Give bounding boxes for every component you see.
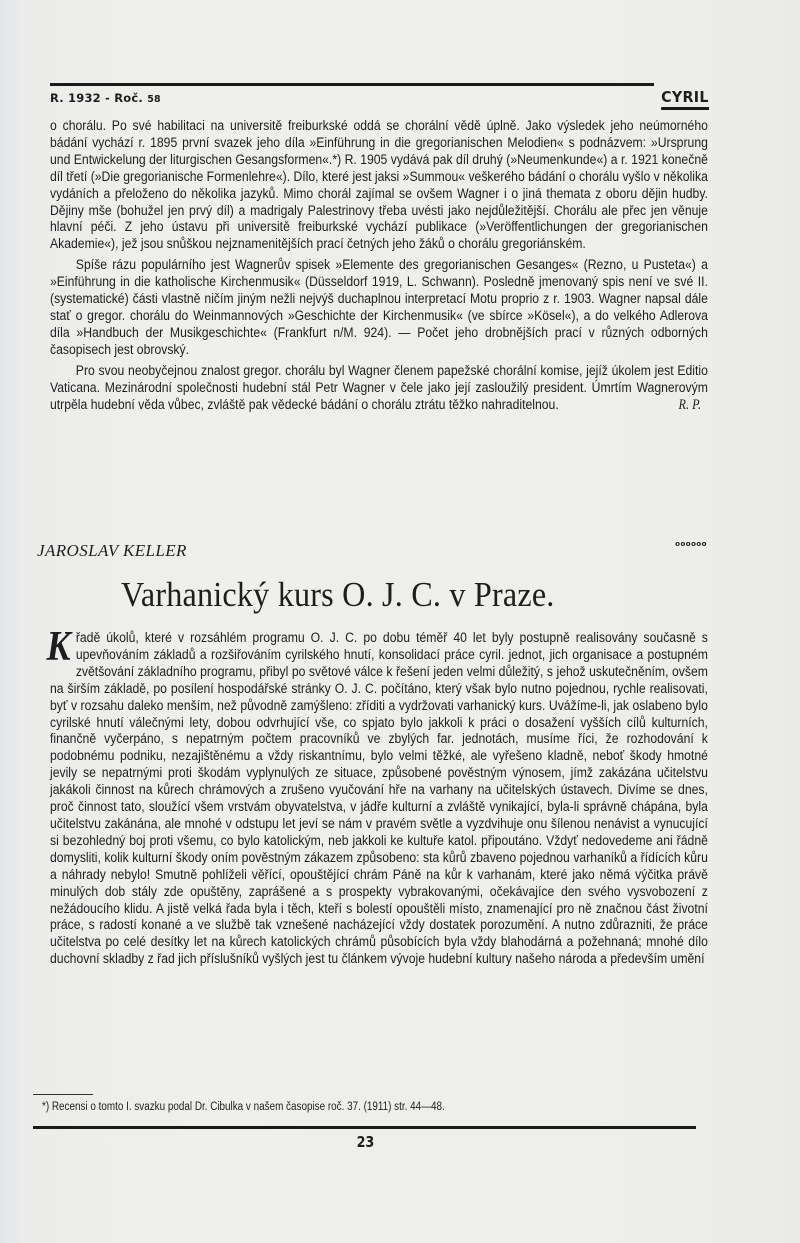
paragraph: o chorálu. Po své habilitaci na universitě freiburkské oddá se chorální vědě úplně. Jako výsledek jeho neúmorného bádání vychází r. 1895 první svazek jeho díla »Einführung in die gregorianischen Melodien« s podnázvem: »Ursprung und Entwickelung der liturgischen Gesangsformen«.*) R. 1905 vydává pak díl druhý (»Neumenkunde«) a r. 1921 konečně díl třetí (»Die gregorianische Formenlehre«). Dílo, které jest jaksi »Summou« veškerého bádání o chorálu vyšlo v několika vydáních a přeloženo do několika jazyků. Mimo chorál zajímal se ovšem Wagner i o jiná themata z oboru dějin hudby. Dějiny mše (bohužel jen prvý díl) a madrigaly Palestrinovy třeba uvésti jako nejdůležitější. Chorálu ale přec jen věnuje hlavní péči. Z jeho ústavu při universitě freiburkské vychází publikace (»Veröffentlichungen der gregorianischen Akademie«), jež jsou snůškou nejznamenitějších prací četných jeho žáků o chorálu gregoriánském. [50, 118, 708, 253]
footnote-rule [33, 1094, 93, 1095]
year-label: R. 1932 - Roč. [50, 91, 148, 105]
obituary-section [50, 118, 708, 413]
paragraph [50, 363, 708, 414]
footer-rule [33, 1126, 696, 1129]
article-author: JAROSLAV KELLER [37, 541, 187, 560]
running-header [33, 80, 709, 110]
issue-label [50, 91, 161, 105]
paragraph-text: Pro svou neobyčejnou znalost gregor. chorálu byl Wagner členem papežské chorální komise, jejíž úkolem jest Editio Vaticana. Mezinárodní společnosti hudební stál Petr Wagner v čele jako její zasloužilý president. Úmrtím Wagnerovým utrpěla hudební věda vůbec, zvláště pak vědecké bádání o chorálu ztrátu těžko nahraditelnou. [50, 362, 708, 413]
paragraph-text: řadě úkolů, které v rozsáhlém programu O. J. C. po dobu téměř 40 let byly postupně realisovány současně s upevňováním základů a rozšiřováním cyrilského hnutí, konsolidací práce cyril. jednot, jich organisace a postupném zvětšování základního programu, přibyl po světové válce k řešení jeden velmi důležitý, s jehož uskutečněním, ovšem na širším základě, po posílení hospodářské stránky O. J. C. počítáno, který však bylo nutno pojednou, rychle realisovati, byť v rozsahu daleko menším, než původně zamýšleno: zříditi a vydržovati varhanický kurs. Uvážíme-li, jak oslabeno bylo cyrilské hnutí válečnými lety, dobou odvrhující vše, co spjato bylo jakkoli k práci o dosažení vyšších cílů kulturních, finančně vyčerpáno, s nepatrným počtem pracovníků ve zbylých far. jednotách, musíme říci, že rozhodování k podobnému podniku, nezajištěnému a vždy riskantnímu, bylo velmi těžké, ale vyřešeno kladně, neboť škody hmotné jevily se nepatrnými proti škodám vyplynulých ze situace, způsobené pověstným výnosem, jímž zakázána učitelstvu jakákoli činnost na kůrech chrámových a zrušeno vyučování hře na varhany na učitelských ústavech. Divíme se dnes, proč činnost tato, sloužící všem vrstvám obyvatelstva, v jádře kulturní a zvláště vynikající, byla-li správně chápána, byla učitelstvu zakánána, ale mnohé v odstupu let jeví se nám v pravém světle a vyzdvihuje onu šílenou nenávist a vynucující si bezohledný boj proti všemu, co bylo katolickým, neb jakkoli ke kultuře katol. připoutáno. Vždyť nedovedeme ani řádně domysliti, kolik kulturní škody oním pověstným zákazem způsobeno: sta kůrů zbaveno pojednou varhaníků a řídících kůru a náhrady nebylo! Smutně pohlíželi věřící, opouštějící chrám Páně na kůr k varhanám, které jako němá výčitka právě minulých dob stály zde opuštěny, zaprášené a s prospekty vybrakovanými, očekávajíce den svého vysvobození z nežádoucího klidu. A jistě velká řada byla i těch, kteří s bolestí opouštěli místo, znamenající pro ně značnou část životní práce, s radostí konané a ve službě tak vznešené nacházející vždy dostatek porozumění. A nutno zdůrazniti, že práce učitelstva po celé desítky let na kůrech katolických chrámů působících byla vždy blahodárná a požehnaná; mnohé dílo duchovní skladby z řad jich příslušníků vyšlých jest tu článkem vývoje hudební kultury našeho národa a především umění [50, 630, 708, 968]
drop-cap: K [46, 624, 71, 670]
article-title: Varhanický kurs O. J. C. v Praze. [121, 575, 555, 614]
paragraph: Spíše rázu populárního jest Wagnerův spisek »Elemente des gregorianischen Gesanges« (Rezno, u Pusteta«) a »Einführung in die katholische Kirchenmusik« (Düsseldorf 1919, L. Schwann). Posledně jmenovaný spis není ve své II. (systematické) části vlastně ničím jiným nežli nejvýš duchaplnou interpretací Motu proprio z r. 1903. Wagner napsal dále stať o gregor. chorálu do Weinmannových »Geschichte der Kirchenmusik« (ve sbírce »Kösel«), a do velkého Adlerova díla »Handbuch der Musikgeschichte« (Frankfurt n/M. 924). — Počet jeho drobnějších prací v různých odborných časopisech jest obrovský. [50, 257, 708, 358]
journal-title: CYRIL [661, 88, 709, 110]
section-ornament: oooooo [675, 540, 707, 548]
volume-number: 58 [147, 94, 161, 105]
article-body [46, 624, 708, 968]
footnote: *) Recensi o tomto I. svazku podal Dr. Cibulka v našem časopise roč. 37. (1911) str. 44—48. [42, 1101, 445, 1113]
page-number: 23 [356, 1133, 375, 1151]
signature: R. P. [678, 396, 702, 413]
paragraph [46, 624, 708, 968]
header-rule [50, 83, 654, 86]
